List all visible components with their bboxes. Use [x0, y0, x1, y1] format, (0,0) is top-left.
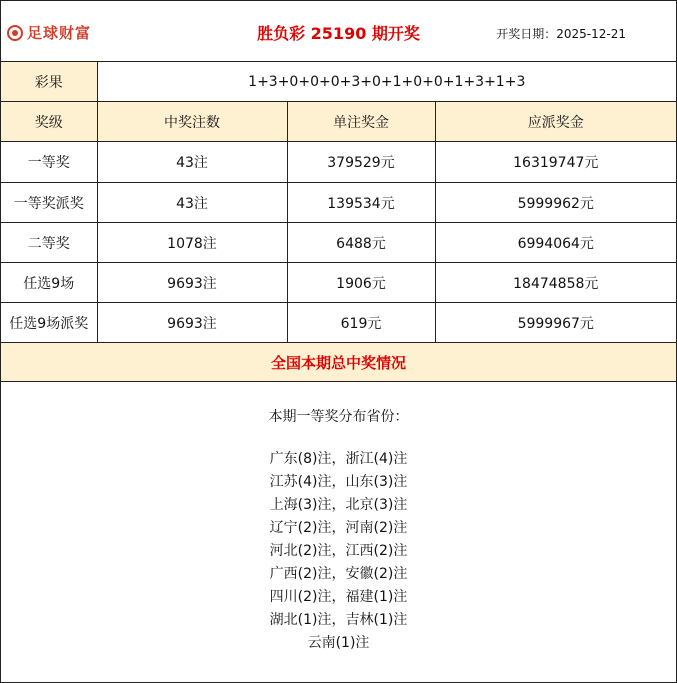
- table-row: [1, 303, 676, 343]
- distribution-line: 广东(8)注，浙江(4)注: [269, 451, 408, 467]
- distribution-line: 江苏(4)注，山东(3)注: [269, 474, 408, 490]
- header: [1, 1, 676, 62]
- cell-prize: 139534元: [287, 183, 435, 223]
- cell-total: 5999962元: [435, 183, 676, 223]
- distribution-line: 河北(2)注，江西(2)注: [269, 543, 408, 559]
- table-row: [1, 223, 676, 263]
- cell-total: 6994064元: [435, 223, 676, 263]
- header-level: 奖级: [1, 102, 97, 142]
- header-total: 应派奖金: [435, 102, 676, 142]
- cell-prize: 6488元: [287, 223, 435, 263]
- distribution-line: 上海(3)注，北京(3)注: [269, 497, 408, 513]
- cell-prize: 379529元: [287, 142, 435, 183]
- cell-count: 43注: [97, 183, 287, 223]
- header-count: 中奖注数: [97, 102, 287, 142]
- cell-count: 9693注: [97, 303, 287, 343]
- table-header: [1, 102, 676, 142]
- result-row: [1, 62, 676, 102]
- table-row: [1, 142, 676, 183]
- distribution-line: 辽宁(2)注，河南(2)注: [269, 520, 408, 536]
- cell-count: 1078注: [97, 223, 287, 263]
- result-label: 彩果: [1, 62, 97, 102]
- distribution-line: 湖北(1)注，吉林(1)注: [269, 612, 408, 628]
- cell-level: 一等奖派奖: [1, 183, 97, 223]
- cell-count: 43注: [97, 142, 287, 183]
- distribution-line: 广西(2)注，安徽(2)注: [269, 566, 408, 582]
- draw-date: 开奖日期：2025-12-21: [496, 27, 626, 41]
- logo-text: 足球财富: [27, 24, 92, 42]
- header-prize: 单注奖金: [287, 102, 435, 142]
- prize-table: [1, 62, 676, 343]
- cell-total: 16319747元: [435, 142, 676, 183]
- cell-level: 二等奖: [1, 223, 97, 263]
- cell-total: 5999967元: [435, 303, 676, 343]
- cell-level: 一等奖: [1, 142, 97, 183]
- cell-total: 18474858元: [435, 263, 676, 303]
- page-title: 胜负彩 25190 期开奖: [257, 24, 420, 43]
- cell-prize: 619元: [287, 303, 435, 343]
- cell-level: 任选9场派奖: [1, 303, 97, 343]
- table-row: [1, 183, 676, 223]
- cell-count: 9693注: [97, 263, 287, 303]
- distribution-title: 本期一等奖分布省份：: [268, 409, 409, 425]
- table-row: [1, 263, 676, 303]
- distribution: [1, 382, 676, 655]
- cell-level: 任选9场: [1, 263, 97, 303]
- result-value: 1+3+0+0+0+3+0+1+0+0+1+3+1+3: [97, 62, 676, 102]
- distribution-line: 四川(2)注，福建(1)注: [269, 589, 408, 605]
- section-title: 全国本期总中奖情况: [1, 343, 676, 382]
- distribution-line: 云南(1)注: [307, 635, 370, 651]
- cell-prize: 1906元: [287, 263, 435, 303]
